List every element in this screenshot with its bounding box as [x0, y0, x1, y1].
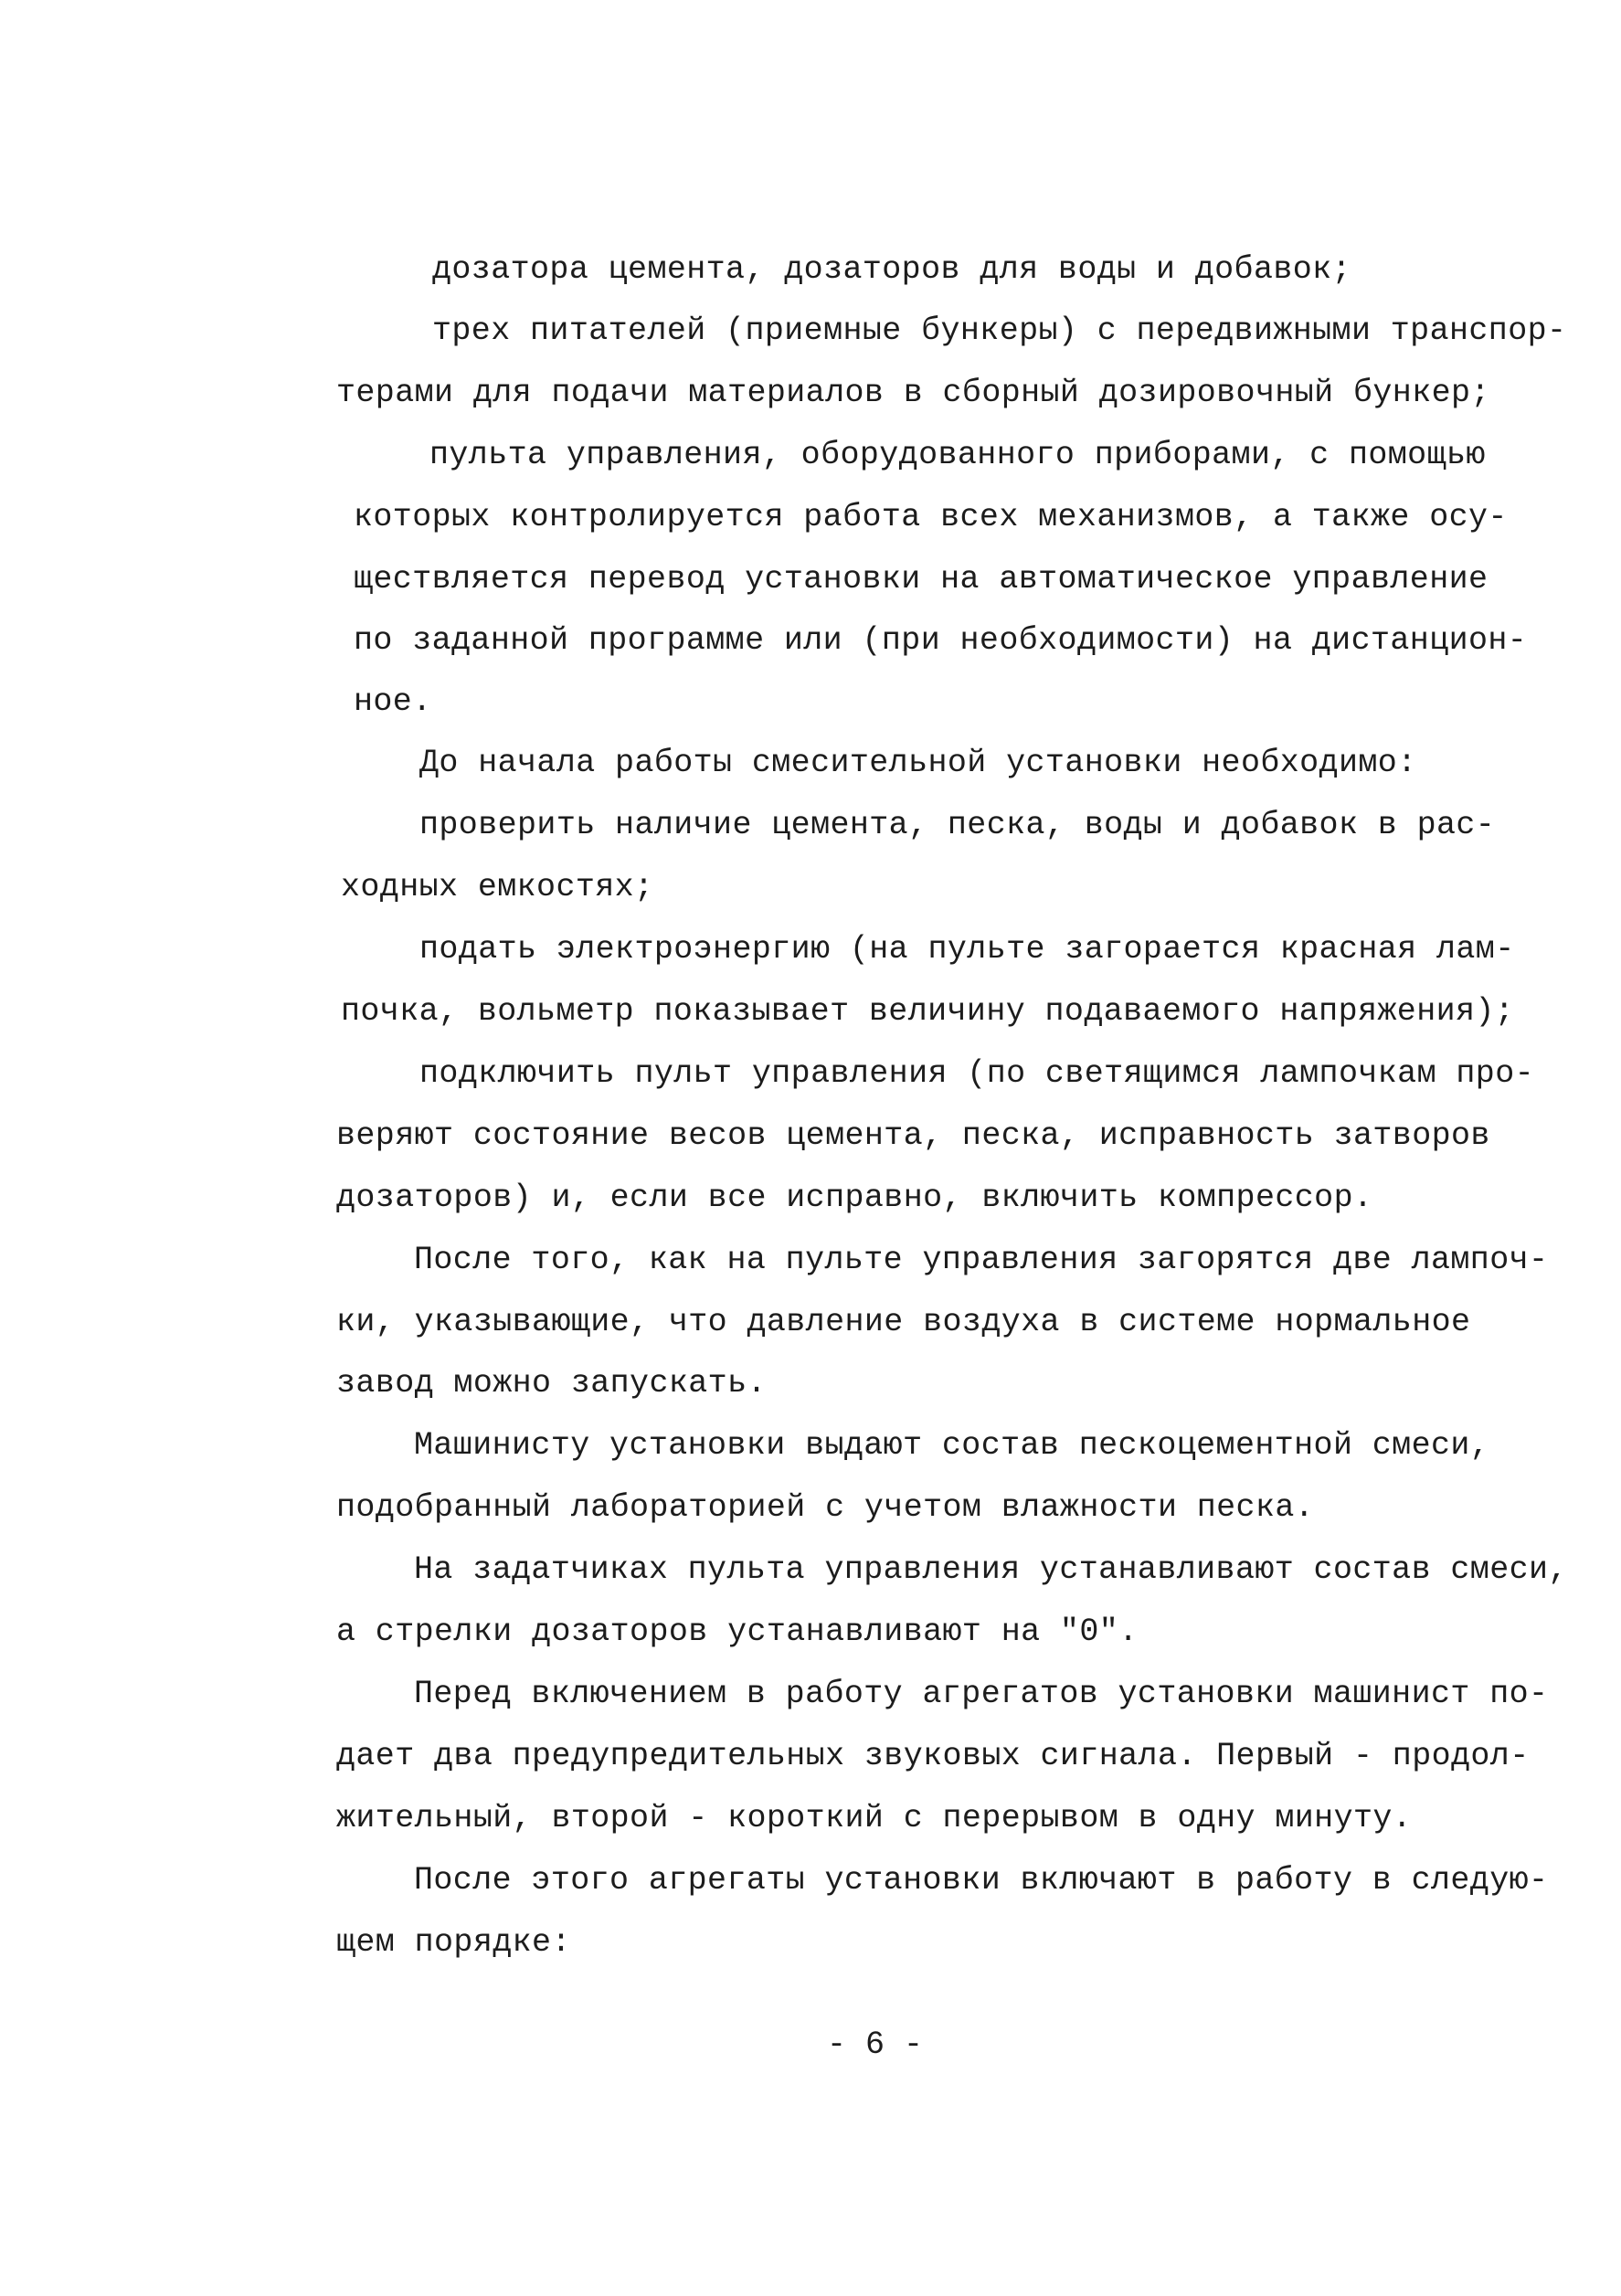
text-line-3: терами для подачи материалов в сборный дозировочный бункер; — [336, 375, 1490, 411]
text-line-7: по заданной программе или (при необходимости) на дистанцион- — [354, 622, 1528, 659]
text-line-21: подобранный лабораторией с учетом влажности песка. — [336, 1489, 1315, 1526]
text-line-15: веряют состояние весов цемента, песка, исправность затворов — [336, 1117, 1490, 1154]
text-line-24: Перед включением в работу агрегатов установки машинист по- — [414, 1676, 1549, 1712]
text-line-4: пульта управления, оборудованного приборами, с помощью — [429, 437, 1486, 473]
text-line-27: После этого агрегаты установки включают в работу в следую- — [414, 1862, 1549, 1899]
text-line-9: До начала работы смесительной установки необходимо: — [419, 745, 1417, 781]
text-line-17: После того, как на пульте управления загорятся две лампоч- — [414, 1242, 1549, 1278]
text-line-25: дает два предупредительных звуковых сигнала. Первый - продол- — [336, 1738, 1530, 1774]
text-line-11: ходных емкостях; — [341, 869, 654, 905]
text-line-8: ное. — [354, 683, 432, 720]
text-line-12: подать электроэнергию (на пульте загорается красная лам- — [419, 931, 1515, 968]
text-line-2: трех питателей (приемные бункеры) с передвижными транспор- — [432, 312, 1567, 349]
text-line-10: проверить наличие цемента, песка, воды и добавок в рас- — [419, 807, 1496, 843]
page-number: - 6 - — [827, 2026, 924, 2063]
text-line-22: На задатчиках пульта управления устанавливают состав смеси, — [414, 1551, 1568, 1588]
text-line-13: почка, вольметр показывает величину подаваемого напряжения); — [341, 993, 1515, 1030]
text-line-28: щем порядке: — [336, 1924, 571, 1961]
text-line-26: жительный, второй - короткий с перерывом в одну минуту. — [336, 1800, 1413, 1836]
text-line-20: Машинисту установки выдают состав пескоцементной смеси, — [414, 1427, 1490, 1464]
text-line-1: дозатора цемента, дозаторов для воды и добавок; — [432, 251, 1351, 288]
text-line-16: дозаторов) и, если все исправно, включить компрессор. — [336, 1180, 1373, 1216]
text-line-6: ществляется перевод установки на автоматическое управление — [354, 561, 1489, 598]
text-line-19: завод можно запускать. — [336, 1365, 767, 1402]
text-line-18: ки, указывающие, что давление воздуха в системе нормальное — [336, 1304, 1471, 1340]
text-line-14: подключить пульт управления (по светящимся лампочкам про- — [419, 1055, 1534, 1092]
text-line-5: которых контролируется работа всех механизмов, а также осу- — [354, 499, 1508, 535]
text-line-23: а стрелки дозаторов устанавливают на "0". — [336, 1614, 1139, 1650]
